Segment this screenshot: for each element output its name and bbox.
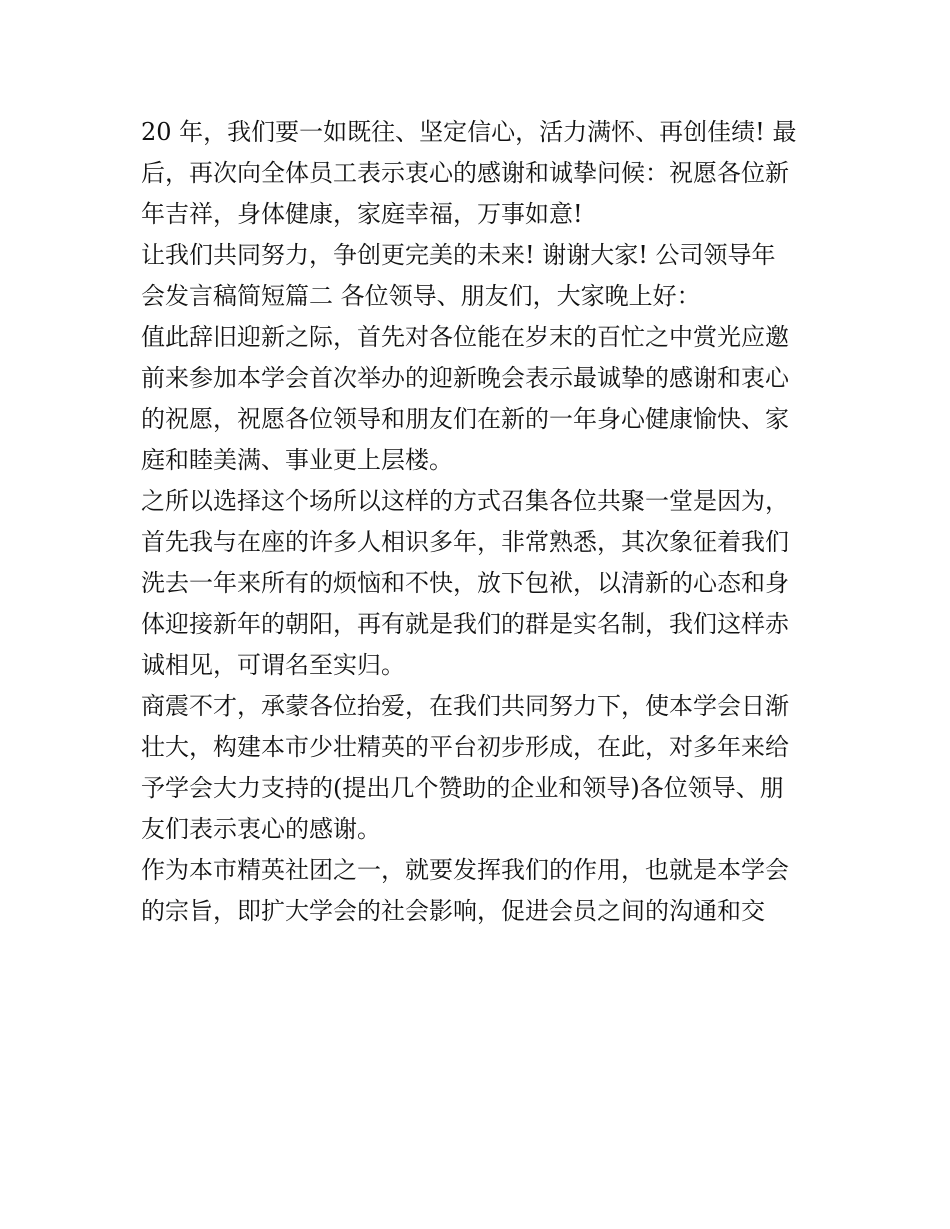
text-line: 的祝愿，祝愿各位领导和朋友们在新的一年身心健康愉快、家 xyxy=(141,405,789,433)
text-line: 体迎接新年的朝阳，再有就是我们的群是实名制，我们这样赤 xyxy=(141,610,789,638)
text-line: 后，再次向全体员工表示衷心的感谢和诚挚问候：祝愿各位新 xyxy=(141,159,789,187)
text-line: 之所以选择这个场所以这样的方式召集各位共聚一堂是因为， xyxy=(141,487,789,515)
text-line: 前来参加本学会首次举办的迎新晚会表示最诚挚的感谢和衷心 xyxy=(141,364,789,392)
text-line: 让我们共同努力，争创更完美的未来! 谢谢大家! 公司领导年 xyxy=(141,241,776,269)
text-line: 的宗旨，即扩大学会的社会影响，促进会员之间的沟通和交 xyxy=(141,897,765,925)
text-line: 作为本市精英社团之一，就要发挥我们的作用，也就是本学会 xyxy=(141,856,789,884)
text-line: 20 年，我们要一如既往、坚定信心，活力满怀、再创佳绩! 最 xyxy=(141,118,797,146)
text-line: 值此辞旧迎新之际，首先对各位能在岁末的百忙之中赏光应邀 xyxy=(141,323,789,351)
text-line: 会发言稿简短篇二 各位领导、朋友们，大家晚上好： xyxy=(141,282,701,310)
text-line: 壮大，构建本市少壮精英的平台初步形成，在此，对多年来给 xyxy=(141,733,789,761)
text-line: 友们表示衷心的感谢。 xyxy=(141,815,381,843)
text-line: 年吉祥，身体健康，家庭幸福，万事如意! xyxy=(141,200,583,228)
text-line: 诚相见，可谓名至实归。 xyxy=(141,651,405,679)
text-line: 予学会大力支持的(提出几个赞助的企业和领导)各位领导、朋 xyxy=(141,774,784,802)
document-body xyxy=(141,112,821,932)
text-line: 商震不才，承蒙各位抬爱，在我们共同努力下，使本学会日渐 xyxy=(141,692,789,720)
text-line: 首先我与在座的许多人相识多年，非常熟悉，其次象征着我们 xyxy=(141,528,789,556)
text-line: 庭和睦美满、事业更上层楼。 xyxy=(141,446,453,474)
text-line: 洗去一年来所有的烦恼和不快，放下包袱，以清新的心态和身 xyxy=(141,569,789,597)
